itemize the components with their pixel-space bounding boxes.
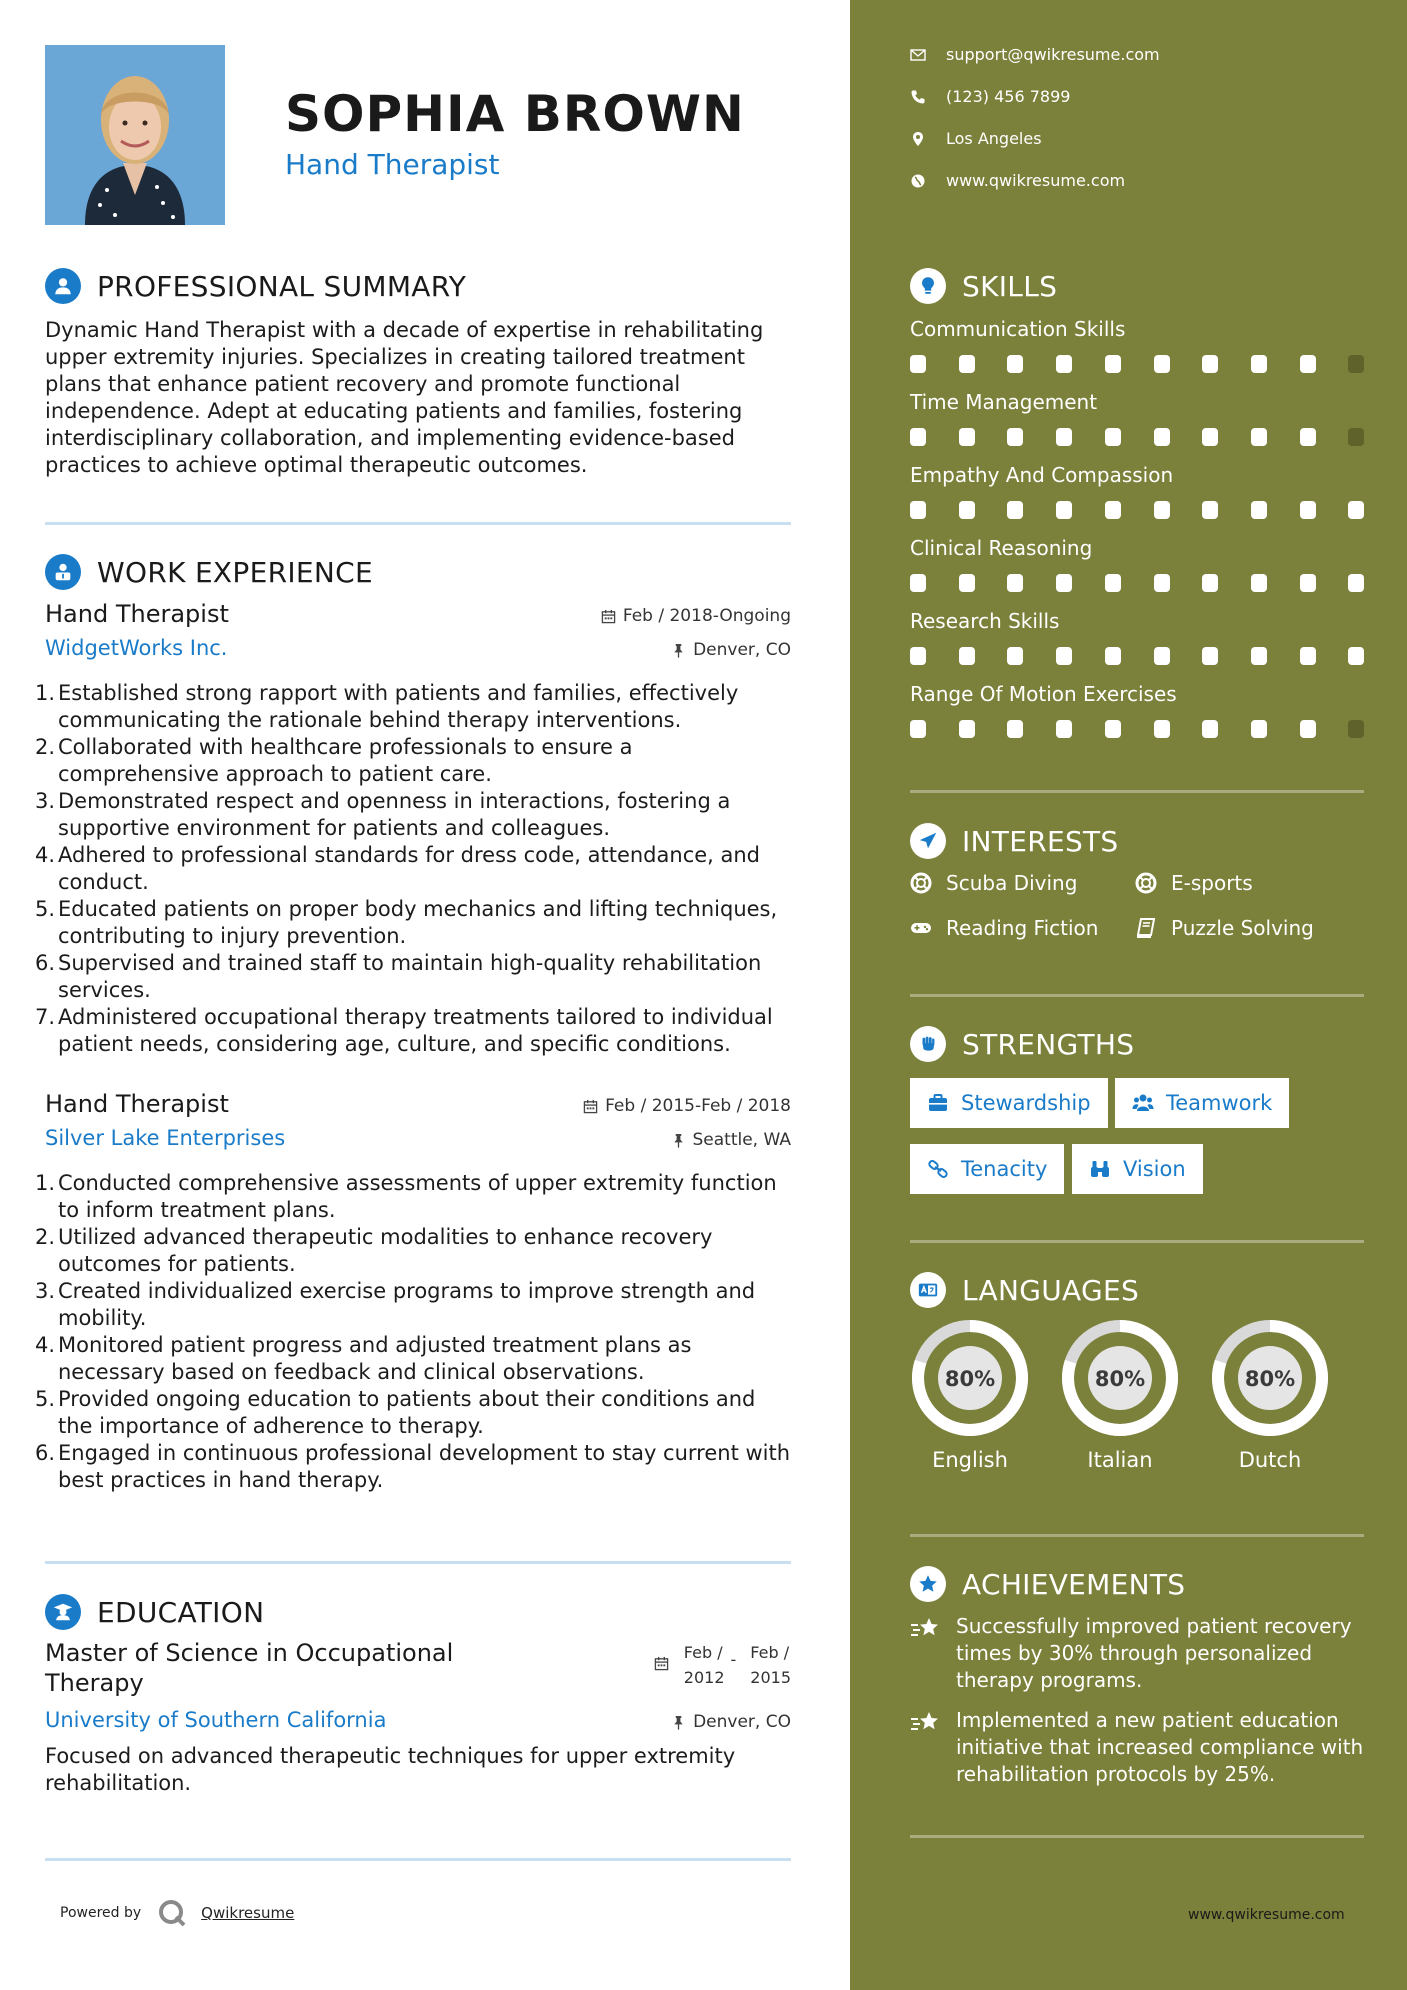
- job-entry: [35, 600, 791, 1058]
- job-entry: [35, 1090, 791, 1494]
- summary-text: Dynamic Hand Therapist with a decade of expertise in rehabilitating upper extremity injuries. Specializes in creating tailored treatment plans that enhance patient recovery and promote functional independence. Adept at educating patients and families, fostering interdisciplinary collaboration, and implementing evidence-based practices to achieve optimal therapeutic outcomes.: [45, 318, 764, 477]
- list-item: 5. Provided ongoing education to patients about their conditions and the importance of adherence to therapy.: [35, 1387, 756, 1438]
- calendar-icon: [601, 609, 616, 624]
- lightbulb-icon: [910, 268, 946, 304]
- skill-dot-filled: [910, 647, 926, 665]
- language-name: Italian: [1087, 1448, 1153, 1472]
- candidate-name: SOPHIA BROWN: [285, 85, 745, 143]
- skill-dot-filled: [1300, 647, 1316, 665]
- language-name: English: [932, 1448, 1008, 1472]
- skill-dot-filled: [1056, 720, 1072, 738]
- skill-dot-filled: [959, 428, 975, 446]
- job-bullets: [35, 1170, 791, 1494]
- skill-dot-filled: [910, 574, 926, 592]
- contact-phone: (123) 456 7899: [910, 87, 1070, 106]
- skill-dot-filled: [1251, 574, 1267, 592]
- pin-icon: [671, 1133, 686, 1148]
- languages-heading: LANGUAGES: [910, 1272, 1139, 1308]
- skill-dot-filled: [1154, 428, 1170, 446]
- skill-dot-filled: [1056, 647, 1072, 665]
- paper-plane-icon: [910, 823, 946, 859]
- job-location: Denver, CO: [671, 640, 791, 660]
- candidate-title: Hand Therapist: [285, 148, 500, 181]
- briefcase-icon: [927, 1092, 949, 1114]
- job-date: Feb / 2018-Ongoing: [601, 606, 791, 626]
- globe-icon: [910, 173, 926, 189]
- skill-rating: [910, 501, 1364, 521]
- skill-dot-empty: [1348, 720, 1364, 738]
- language-ring: [1060, 1318, 1180, 1438]
- job-company: Silver Lake Enterprises: [45, 1126, 286, 1150]
- book-icon: [1135, 917, 1157, 939]
- language-percent: 80%: [1094, 1367, 1146, 1391]
- strength-badge: Vision: [1072, 1144, 1203, 1194]
- shooting-star-icon: [910, 1709, 942, 1739]
- section-divider: [910, 790, 1364, 793]
- skill-dot-empty: [1348, 428, 1364, 446]
- skill-dot-filled: [1154, 647, 1170, 665]
- job-role: Hand Therapist: [45, 1090, 229, 1118]
- skill-dot-filled: [910, 720, 926, 738]
- qwikresume-link[interactable]: Qwikresume: [201, 1904, 295, 1922]
- skill-dot-filled: [1007, 355, 1023, 373]
- footer-site[interactable]: www.qwikresume.com: [1188, 1907, 1345, 1923]
- section-divider: [45, 522, 791, 525]
- list-item: 1. Established strong rapport with patients and families, effectively communicating the rationale behind therapy interventions.: [35, 681, 739, 732]
- skill-dot-filled: [1154, 355, 1170, 373]
- skill-dot-filled: [1202, 574, 1218, 592]
- skill-dot-filled: [1154, 720, 1170, 738]
- school-name: University of Southern California: [45, 1708, 387, 1732]
- interests-heading: INTERESTS: [910, 823, 1119, 859]
- language-percent: 80%: [944, 1367, 996, 1391]
- binoculars-icon: [1089, 1158, 1111, 1180]
- skill-item: Research Skills: [910, 609, 1364, 667]
- education-description: Focused on advanced therapeutic techniques for upper extremity rehabilitation.: [45, 1744, 736, 1795]
- language-item: [1210, 1318, 1330, 1472]
- skill-rating: [910, 720, 1364, 740]
- interest-item: E-sports: [1135, 871, 1253, 895]
- skill-rating: [910, 428, 1364, 448]
- skill-dot-filled: [959, 501, 975, 519]
- skill-dot-filled: [1105, 574, 1121, 592]
- skill-item: Empathy And Compassion: [910, 463, 1364, 521]
- skill-dot-filled: [1056, 574, 1072, 592]
- calendar-icon: [583, 1099, 598, 1114]
- skill-dot-filled: [1105, 501, 1121, 519]
- skill-item: Clinical Reasoning: [910, 536, 1364, 594]
- skill-item: Time Management: [910, 390, 1364, 448]
- link-icon: [927, 1158, 949, 1180]
- interest-item: Reading Fiction: [910, 916, 1098, 940]
- list-item: 3. Created individualized exercise programs to improve strength and mobility.: [35, 1279, 756, 1330]
- skill-dot-filled: [1007, 720, 1023, 738]
- phone-icon: [910, 89, 926, 105]
- gamepad-icon: [910, 917, 932, 939]
- skill-dot-filled: [1300, 501, 1316, 519]
- language-icon: [910, 1272, 946, 1308]
- education-location: Denver, CO: [671, 1712, 791, 1732]
- list-item: 6. Engaged in continuous professional development to stay current with best practices in hand therapy.: [35, 1441, 791, 1492]
- skill-dot-filled: [1251, 501, 1267, 519]
- skill-dot-filled: [1300, 355, 1316, 373]
- interest-item: Puzzle Solving: [1135, 916, 1314, 940]
- skill-dot-filled: [1202, 428, 1218, 446]
- skill-dot-filled: [1300, 574, 1316, 592]
- skill-dot-filled: [1105, 355, 1121, 373]
- achievement-item: Implemented a new patient education initiative that increased compliance with rehabilitation protocols by 25%.: [910, 1707, 1364, 1788]
- skill-dot-filled: [910, 355, 926, 373]
- section-divider: [45, 1561, 791, 1564]
- list-item: 5. Educated patients on proper body mechanics and lifting techniques, contributing to injury prevention.: [35, 897, 778, 948]
- achievement-item: Successfully improved patient recovery times by 30% through personalized therapy programs.: [910, 1613, 1364, 1694]
- job-bullets: [35, 680, 791, 1058]
- skill-dot-filled: [1202, 647, 1218, 665]
- skill-dot-filled: [959, 355, 975, 373]
- experience-heading: WORK EXPERIENCE: [45, 554, 373, 590]
- skill-dot-filled: [1007, 574, 1023, 592]
- powered-by: Powered by Qwikresume: [60, 1898, 294, 1928]
- language-name: Dutch: [1238, 1448, 1302, 1472]
- skill-dot-filled: [1251, 355, 1267, 373]
- skill-dot-filled: [1007, 501, 1023, 519]
- skill-dot-filled: [1056, 501, 1072, 519]
- skill-dot-filled: [1154, 574, 1170, 592]
- contact-website: www.qwikresume.com: [910, 171, 1125, 190]
- shooting-star-icon: [910, 1615, 942, 1645]
- list-item: 4. Monitored patient progress and adjusted treatment plans as necessary based on feedback and clinical observations.: [35, 1333, 692, 1384]
- section-divider: [910, 1240, 1364, 1243]
- list-item: 6. Supervised and trained staff to maintain high-quality rehabilitation services.: [35, 951, 762, 1002]
- skill-dot-filled: [1202, 355, 1218, 373]
- strengths-heading: STRENGTHS: [910, 1026, 1134, 1062]
- strength-badge: Stewardship: [910, 1078, 1108, 1128]
- job-company: WidgetWorks Inc.: [45, 636, 228, 660]
- pin-icon: [671, 643, 686, 658]
- job-role: Hand Therapist: [45, 600, 229, 628]
- summary-heading: PROFESSIONAL SUMMARY: [45, 268, 466, 304]
- lifebuoy-icon: [910, 872, 932, 894]
- list-item: 2. Utilized advanced therapeutic modalities to enhance recovery outcomes for patients.: [35, 1225, 713, 1276]
- contact-email: support@qwikresume.com: [910, 45, 1160, 64]
- skill-dot-filled: [1056, 355, 1072, 373]
- education-dates: Feb / 2012 - Feb / 2015: [654, 1640, 791, 1690]
- list-item: 7. Administered occupational therapy treatments tailored to individual patient needs, considering age, culture, and specific conditions.: [35, 1005, 773, 1056]
- section-divider: [910, 1835, 1364, 1838]
- list-item: 3. Demonstrated respect and openness in interactions, fostering a supportive environment for patients and colleagues.: [35, 789, 731, 840]
- skill-dot-filled: [1251, 428, 1267, 446]
- skill-item: Communication Skills: [910, 317, 1364, 375]
- sidebar: [850, 0, 1407, 1990]
- skill-dot-filled: [959, 720, 975, 738]
- language-ring: [1210, 1318, 1330, 1438]
- strength-badge: Teamwork: [1115, 1078, 1289, 1128]
- degree: Master of Science in Occupational Therapy: [45, 1639, 454, 1697]
- skill-dot-filled: [1348, 647, 1364, 665]
- job-date: Feb / 2015-Feb / 2018: [583, 1096, 791, 1116]
- skill-dot-filled: [1251, 720, 1267, 738]
- envelope-icon: [910, 47, 926, 63]
- skill-dot-filled: [1007, 428, 1023, 446]
- list-item: 4. Adhered to professional standards for dress code, attendance, and conduct.: [35, 843, 761, 894]
- fist-icon: [910, 1026, 946, 1062]
- skill-dot-filled: [1300, 720, 1316, 738]
- skill-rating: [910, 647, 1364, 667]
- list-item: 1. Conducted comprehensive assessments of upper extremity function to inform treatment plans.: [35, 1171, 777, 1222]
- user-icon: [45, 268, 81, 304]
- skill-dot-filled: [1251, 647, 1267, 665]
- section-divider: [910, 1534, 1364, 1537]
- skill-dot-filled: [1105, 647, 1121, 665]
- skill-dot-filled: [1348, 574, 1364, 592]
- skill-dot-filled: [910, 501, 926, 519]
- strength-badge: Tenacity: [910, 1144, 1064, 1194]
- skill-dot-filled: [1056, 428, 1072, 446]
- language-item: [910, 1318, 1030, 1472]
- section-divider: [910, 994, 1364, 997]
- skills-heading: SKILLS: [910, 268, 1057, 304]
- skill-dot-filled: [1300, 428, 1316, 446]
- skill-rating: [910, 574, 1364, 594]
- job-location: Seattle, WA: [671, 1130, 792, 1150]
- education-heading: EDUCATION: [45, 1594, 264, 1630]
- skill-rating: [910, 355, 1364, 375]
- skill-dot-filled: [1105, 428, 1121, 446]
- calendar-icon: [654, 1656, 669, 1671]
- skill-dot-filled: [1007, 647, 1023, 665]
- graduate-icon: [45, 1594, 81, 1630]
- language-item: [1060, 1318, 1180, 1472]
- skill-item: Range Of Motion Exercises: [910, 682, 1364, 740]
- interest-item: Scuba Diving: [910, 871, 1077, 895]
- skill-dot-filled: [910, 428, 926, 446]
- briefcase-user-icon: [45, 554, 81, 590]
- star-badge-icon: [910, 1566, 946, 1602]
- language-ring: [910, 1318, 1030, 1438]
- list-item: 2. Collaborated with healthcare professionals to ensure a comprehensive approach to patient care.: [35, 735, 633, 786]
- achievements-heading: ACHIEVEMENTS: [910, 1566, 1185, 1602]
- qwikresume-logo-icon: [157, 1898, 187, 1928]
- skill-dot-filled: [959, 574, 975, 592]
- lifebuoy-icon: [1135, 872, 1157, 894]
- map-marker-icon: [910, 131, 926, 147]
- skill-dot-filled: [1202, 720, 1218, 738]
- skill-dot-filled: [959, 647, 975, 665]
- profile-photo: [45, 45, 225, 225]
- skill-dot-filled: [1202, 501, 1218, 519]
- skill-dot-filled: [1348, 501, 1364, 519]
- section-divider: [45, 1858, 791, 1861]
- skill-dot-empty: [1348, 355, 1364, 373]
- skill-dot-filled: [1154, 501, 1170, 519]
- skill-dot-filled: [1105, 720, 1121, 738]
- contact-location: Los Angeles: [910, 129, 1042, 148]
- language-percent: 80%: [1244, 1367, 1296, 1391]
- users-icon: [1132, 1092, 1154, 1114]
- pin-icon: [671, 1715, 686, 1730]
